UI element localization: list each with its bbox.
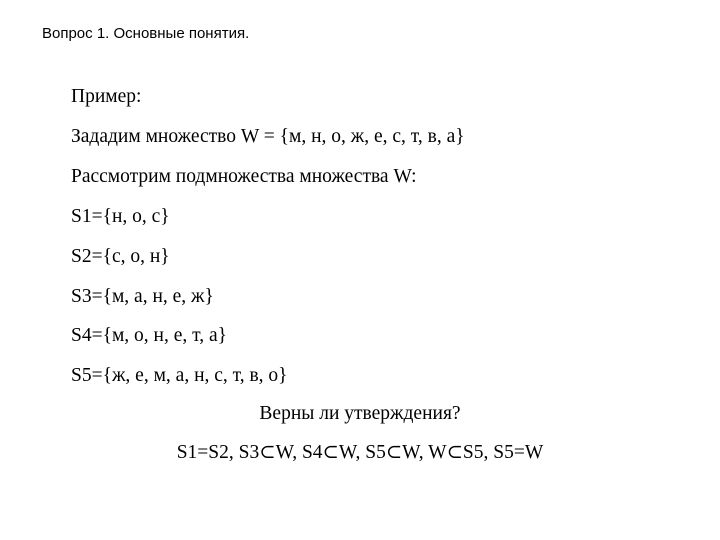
slide-title: Вопрос 1. Основные понятия. [42, 25, 250, 42]
set-definition: Зададим множество W = {м, н, о, ж, е, с, т, в, а} [71, 126, 465, 147]
subsets-intro: Рассмотрим подмножества множества W: [71, 166, 417, 187]
subset-s1: S1={н, о, с} [71, 206, 170, 227]
example-label: Пример: [71, 86, 142, 107]
subset-s4: S4={м, о, н, е, т, а} [71, 325, 227, 346]
subset-s2: S2={с, о, н} [71, 246, 170, 267]
subset-s5: S5={ж, е, м, а, н, с, т, в, о} [71, 365, 288, 386]
statements-text: S1=S2, S3⊂W, S4⊂W, S5⊂W, W⊂S5, S5=W [176, 442, 544, 463]
question-text: Верны ли утверждения? [259, 403, 461, 424]
subset-s3: S3={м, а, н, е, ж} [71, 286, 214, 307]
